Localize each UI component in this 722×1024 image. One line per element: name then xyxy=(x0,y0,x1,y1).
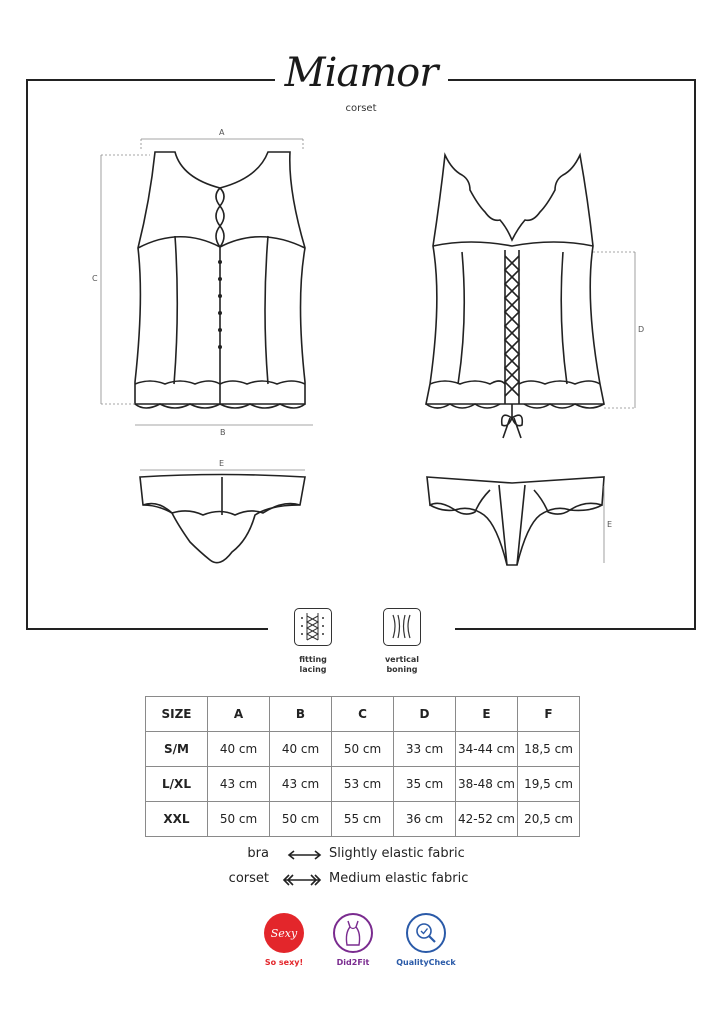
table-cell: 43 cm xyxy=(270,767,332,802)
table-row xyxy=(146,767,580,802)
brand-title: Miamor xyxy=(284,50,438,96)
double-arrow-icon xyxy=(289,851,320,859)
fabric-description-corset: Medium elastic fabric xyxy=(329,871,469,886)
feature-label-boning: vertical boning xyxy=(384,655,420,674)
corset-back-drawing xyxy=(426,155,604,438)
table-row xyxy=(146,802,580,837)
size-table xyxy=(145,696,580,837)
table-cell: 35 cm xyxy=(394,767,456,802)
table-cell: 38-48 cm xyxy=(456,767,518,802)
table-cell: 50 cm xyxy=(208,802,270,837)
table-row xyxy=(146,732,580,767)
dimension-label-d: D xyxy=(638,325,645,334)
header-b: B xyxy=(270,697,332,732)
table-cell: 42-52 cm xyxy=(456,802,518,837)
header-c: C xyxy=(332,697,394,732)
table-cell: 34-44 cm xyxy=(456,732,518,767)
table-cell: 40 cm xyxy=(208,732,270,767)
dimension-label-e-back: E xyxy=(607,520,613,529)
fabric-description-bra: Slightly elastic fabric xyxy=(329,846,465,861)
badge-label-did2fit: Did2Fit xyxy=(336,958,370,967)
sexy-badge-icon: Sexy xyxy=(264,913,304,953)
dimension-label-b: B xyxy=(220,428,226,437)
badge-label-sexy: So sexy! xyxy=(264,958,304,967)
thong-back-drawing xyxy=(427,477,604,565)
double-chevron-arrow-icon xyxy=(284,875,320,885)
size-cell: XXL xyxy=(146,802,208,837)
header-d: D xyxy=(394,697,456,732)
dimension-lines-back xyxy=(593,252,635,408)
table-cell: 18,5 cm xyxy=(518,732,580,767)
table-cell: 20,5 cm xyxy=(518,802,580,837)
dimension-label-c: C xyxy=(92,274,98,283)
table-cell: 36 cm xyxy=(394,802,456,837)
table-cell: 43 cm xyxy=(208,767,270,802)
table-cell: 50 cm xyxy=(332,732,394,767)
header-size: SIZE xyxy=(146,697,208,732)
table-cell: 50 cm xyxy=(270,802,332,837)
dimension-label-a: A xyxy=(219,128,225,137)
feature-label-lacing: fitting lacing xyxy=(299,655,327,674)
dress-fit-icon xyxy=(333,913,373,953)
fabric-item-bra: bra xyxy=(247,846,269,861)
boning-icon xyxy=(383,608,421,646)
size-cell: S/M xyxy=(146,732,208,767)
table-cell: 33 cm xyxy=(394,732,456,767)
table-cell: 40 cm xyxy=(270,732,332,767)
magnifier-check-icon xyxy=(406,913,446,953)
fabric-item-corset: corset xyxy=(228,871,269,886)
lacing-icon xyxy=(294,608,332,646)
table-cell: 53 cm xyxy=(332,767,394,802)
header-a: A xyxy=(208,697,270,732)
dimension-label-e-front: E xyxy=(219,459,225,468)
badge-label-qualitycheck: QualityCheck xyxy=(396,958,456,967)
table-cell: 55 cm xyxy=(332,802,394,837)
thong-front-drawing xyxy=(140,475,305,563)
header-e: E xyxy=(456,697,518,732)
header-f: F xyxy=(518,697,580,732)
table-cell: 19,5 cm xyxy=(518,767,580,802)
size-cell: L/XL xyxy=(146,767,208,802)
product-type: corset xyxy=(345,103,377,114)
size-table-header-row xyxy=(146,697,580,732)
